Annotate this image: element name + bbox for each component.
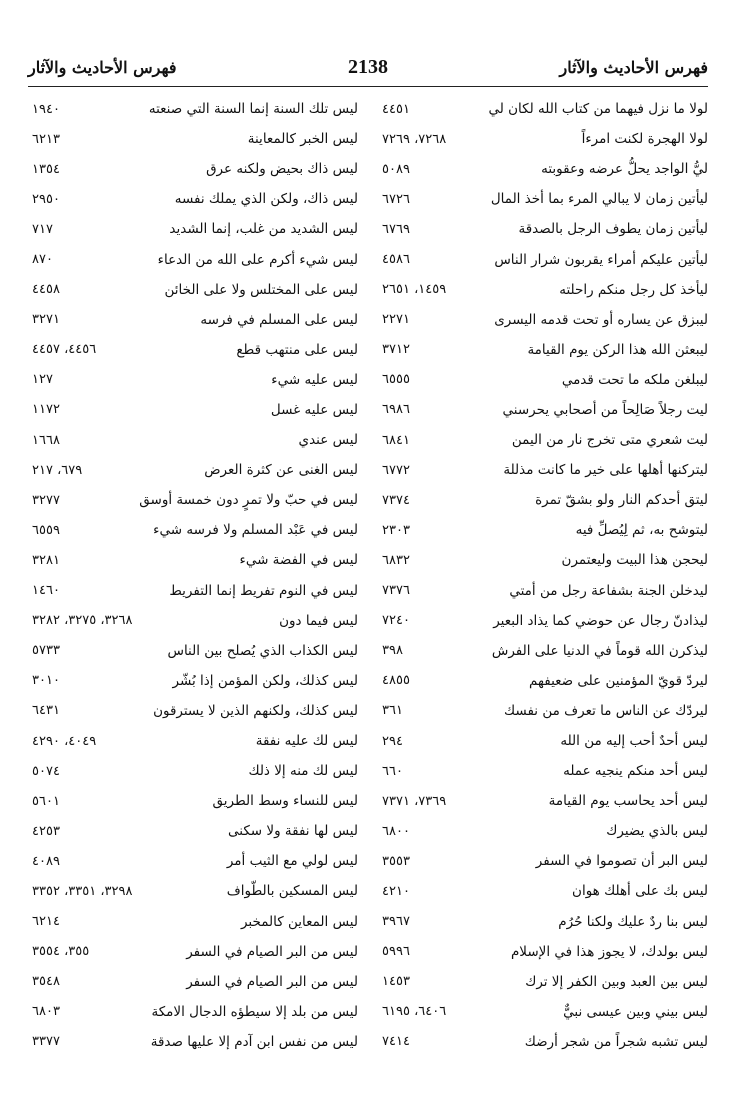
hadith-text: ليس من البر الصيام في السفر: [186, 943, 358, 960]
hadith-reference-number: ١١٧٢: [32, 402, 60, 418]
index-entry: [28, 997, 358, 1027]
hadith-reference-number: ٤٥٨٦: [382, 252, 410, 268]
hadith-reference-number: ٧٢٤٠: [382, 613, 410, 629]
hadith-text: ليس في النوم تفريط إنما التفريط: [169, 582, 358, 599]
hadith-reference-number: ٦٤٣١: [32, 703, 60, 719]
index-entry: [378, 365, 708, 395]
hadith-text: ليس بيني وبين عيسى نبيٌّ: [563, 1003, 708, 1020]
hadith-reference-number: ٥٦٠١: [32, 793, 60, 809]
hadith-reference-number: ٣٥٤٨: [32, 974, 60, 990]
hadith-text: ليس لك منه إلا ذلك: [248, 763, 358, 780]
hadith-reference-number: ٦٤٠٦، ٦١٩٥: [382, 1004, 447, 1020]
hadith-reference-number: ٢٢٧١: [382, 312, 410, 328]
hadith-reference-number: ٦٨٠٠: [382, 823, 410, 839]
index-entry: [378, 305, 708, 335]
index-entry: [28, 726, 358, 756]
hadith-text: ليبعثن الله هذا الركن يوم القيامة: [527, 341, 708, 358]
index-entry: [28, 214, 358, 244]
hadith-text: ليس من بلد إلا سيطؤه الدجال الامكة: [151, 1003, 358, 1020]
hadith-text: ليس الشديد من غلب، إنما الشديد: [169, 221, 358, 238]
index-entry: [28, 365, 358, 395]
hadith-reference-number: ٤٠٨٩: [32, 853, 60, 869]
index-entry: [28, 937, 358, 967]
hadith-text: ليس الكذاب الذي يُصلح بين الناس: [167, 642, 358, 659]
hadith-reference-number: ٣٩٦٧: [382, 914, 410, 930]
hadith-reference-number: ٤٤٥٦، ٤٤٥٧: [32, 342, 97, 358]
hadith-reference-number: ٦٧٩، ٢١٧: [32, 462, 83, 478]
hadith-reference-number: ٥٩٩٦: [382, 944, 410, 960]
index-entry: [28, 816, 358, 846]
hadith-reference-number: ٣٧١٢: [382, 342, 410, 358]
index-entry: [378, 485, 708, 515]
hadith-reference-number: ٢٩٥٠: [32, 191, 60, 207]
hadith-reference-number: ٣٦١: [382, 703, 403, 719]
index-entry: [28, 154, 358, 184]
hadith-text: ليردّ قويّ المؤمنين على ضعيفهم: [529, 672, 708, 689]
hadith-reference-number: ٧١٧: [32, 221, 53, 237]
index-entry: [28, 335, 358, 365]
right-index-column: [378, 94, 708, 1057]
hadith-text: ليس أحد يحاسب يوم القيامة: [548, 793, 708, 810]
header-divider: [28, 86, 708, 87]
hadith-text: ليذادنّ رجال عن حوضي كما يذاد البعير: [493, 612, 708, 629]
hadith-text: ليتق أحدكم النار ولو بشقّ تمرة: [535, 492, 708, 509]
hadith-text: ليس فيما دون: [279, 612, 358, 629]
hadith-text: ليس المعاين كالمخبر: [240, 913, 358, 930]
hadith-text: ليس من نفس ابن آدم إلا عليها صدقة: [150, 1033, 358, 1050]
index-entry: [378, 545, 708, 575]
hadith-reference-number: ٧٣٦٩، ٧٣٧١: [382, 793, 447, 809]
index-entry: [378, 455, 708, 485]
index-entry: [28, 425, 358, 455]
index-entry: [28, 275, 358, 305]
hadith-text: ليس شيء أكرم على الله من الدعاء: [157, 251, 358, 268]
hadith-text: ليس بك على أهلك هوان: [572, 883, 708, 900]
hadith-text: ليس الخبر كالمعاينة: [247, 131, 358, 148]
index-entry: [28, 184, 358, 214]
hadith-reference-number: ٤٠٤٩، ٤٢٩٠: [32, 733, 97, 749]
hadith-text: لولا ما نزل فيهما من كتاب الله لكان لي: [488, 101, 708, 118]
hadith-text: ليس البر أن تصوموا في السفر: [535, 853, 708, 870]
index-entry: [28, 244, 358, 274]
hadith-reference-number: ٣٩٨: [382, 643, 403, 659]
hadith-text: ليس أحدٌ أحب إليه من الله: [560, 733, 708, 750]
hadith-reference-number: ٣٥٥، ٣٥٥٤: [32, 944, 90, 960]
index-entry: [378, 666, 708, 696]
index-entry: [28, 666, 358, 696]
index-entry: [28, 756, 358, 786]
hadith-reference-number: ٦٢١٣: [32, 131, 60, 147]
hadith-text: ليأتين عليكم أمراء يقربون شرار الناس: [494, 251, 708, 268]
hadith-text: ليس في عَبْد المسلم ولا فرسه شيء: [153, 522, 358, 539]
hadith-text: ليُّ الواجد يحلُّ عرضه وعقوبته: [541, 161, 708, 178]
hadith-text: ليس على منتهب قطع: [236, 341, 358, 358]
hadith-text: لولا الهجرة لكنت امرءاً: [581, 131, 708, 148]
hadith-text: ليس ذاك، ولكن الذي يملك نفسه: [174, 191, 358, 208]
index-entry: [378, 696, 708, 726]
hadith-reference-number: ٣٠١٠: [32, 673, 60, 689]
hadith-text: ليس الغنى عن كثرة العرض: [204, 462, 358, 479]
hadith-text: ليس بين العبد وبين الكفر إلا ترك: [525, 973, 708, 990]
hadith-reference-number: ٦٩٨٦: [382, 402, 410, 418]
page-header: [28, 50, 708, 84]
hadith-text: ليت رجلاً صَالِحاً من أصحابي يحرسني: [502, 401, 708, 418]
hadith-text: ليس في الفضة شيء: [239, 552, 358, 569]
index-entry: [28, 876, 358, 906]
index-entry: [28, 606, 358, 636]
hadith-text: ليس عليه غسل: [270, 401, 358, 418]
hadith-reference-number: ٥٠٧٤: [32, 763, 60, 779]
page-number: 2138: [348, 55, 388, 78]
hadith-text: ليس تشبه شجراً من شجر أرضك: [524, 1033, 708, 1050]
index-entry: [378, 756, 708, 786]
index-entry: [28, 786, 358, 816]
hadith-text: ليس لولي مع الثيب أمر: [226, 853, 358, 870]
hadith-reference-number: ٦٨٤١: [382, 432, 410, 448]
index-entry: [378, 907, 708, 937]
index-entry: [378, 726, 708, 756]
hadith-reference-number: ٥٠٨٩: [382, 161, 410, 177]
index-entry: [28, 907, 358, 937]
hadith-reference-number: ٤٨٥٥: [382, 673, 410, 689]
index-entry: [378, 846, 708, 876]
left-index-column: [28, 94, 358, 1057]
hadith-reference-number: ١٩٤٠: [32, 101, 60, 117]
index-entry: [378, 515, 708, 545]
hadith-text: ليس عليه شيء: [271, 371, 358, 388]
hadith-text: ليدخلن الجنة بشفاعة رجل من أمتي: [509, 582, 708, 599]
hadith-text: ليتركنها أهلها على خير ما كانت مذللة: [503, 462, 708, 479]
hadith-reference-number: ١٣٥٤: [32, 161, 60, 177]
hadith-text: ليس على المسلم في فرسه: [200, 311, 358, 328]
hadith-reference-number: ٦٧٢٦: [382, 191, 410, 207]
hadith-text: ليأخذ كل رجل منكم راحلته: [559, 281, 708, 298]
index-entry: [378, 124, 708, 154]
hadith-reference-number: ٢٣٠٣: [382, 522, 410, 538]
index-entry: [28, 846, 358, 876]
hadith-reference-number: ٦٧٦٩: [382, 221, 410, 237]
running-title-right: فهرس الأحاديث والآثار: [559, 57, 708, 77]
hadith-reference-number: ٧٤١٤: [382, 1034, 410, 1050]
index-entry: [28, 576, 358, 606]
hadith-text: ليس ذاك بحيض ولكنه عرق: [206, 161, 358, 178]
hadith-text: ليتوشح به، ثم لِيُصلِّ فيه: [575, 522, 708, 539]
hadith-text: ليذكرن الله قوماً في الدنيا على الفرش: [491, 642, 708, 659]
hadith-text: ليس عندي: [298, 432, 358, 449]
hadith-text: ليس تلك السنة إنما السنة التي صنعته: [148, 101, 358, 118]
index-entry: [28, 636, 358, 666]
index-entry: [378, 876, 708, 906]
hadith-reference-number: ٦٥٥٩: [32, 522, 60, 538]
hadith-text: ليس بالذي يضيرك: [606, 823, 708, 840]
index-entry: [378, 154, 708, 184]
hadith-reference-number: ١٢٧: [32, 372, 53, 388]
index-entry: [378, 997, 708, 1027]
hadith-reference-number: ٢٩٤: [382, 733, 403, 749]
hadith-reference-number: ٦٧٧٢: [382, 462, 410, 478]
hadith-text: ليس لها نفقة ولا سكنى: [228, 823, 358, 840]
hadith-reference-number: ٧٢٦٨، ٧٢٦٩: [382, 131, 447, 147]
index-entry: [378, 1027, 708, 1057]
hadith-reference-number: ١٤٥٣: [382, 974, 410, 990]
index-entry: [378, 636, 708, 666]
hadith-text: ليس كذلك، ولكن المؤمن إذا بُشّر: [172, 672, 358, 689]
index-entry: [28, 94, 358, 124]
index-entry: [28, 305, 358, 335]
hadith-reference-number: ٤٤٥١: [382, 101, 410, 117]
index-entry: [378, 335, 708, 365]
index-entry: [28, 967, 358, 997]
running-title-left: فهرس الأحاديث والآثار: [28, 57, 177, 77]
hadith-reference-number: ٣٢٩٨، ٣٣٥١، ٣٣٥٢: [32, 883, 133, 899]
index-entry: [378, 425, 708, 455]
hadith-text: ليس بنا ردٌ عليك ولكنا حُرُم: [558, 913, 708, 930]
hadith-reference-number: ١٤٥٩، ٢٦٥١: [382, 282, 447, 298]
hadith-reference-number: ١٤٦٠: [32, 583, 60, 599]
hadith-text: ليس على المختلس ولا على الخائن: [164, 281, 358, 298]
hadith-reference-number: ٨٧٠: [32, 252, 53, 268]
hadith-reference-number: ٧٣٧٤: [382, 492, 410, 508]
index-entry: [28, 395, 358, 425]
index-entry: [378, 275, 708, 305]
hadith-reference-number: ٣٢٦٨، ٣٢٧٥، ٣٢٨٢: [32, 613, 133, 629]
hadith-text: ليحجن هذا البيت وليعتمرن: [561, 552, 708, 569]
hadith-text: ليس لك عليه نفقة: [255, 733, 358, 750]
index-entry: [378, 214, 708, 244]
hadith-text: ليس المسكين بالطّواف: [226, 883, 358, 900]
index-entry: [378, 94, 708, 124]
index-entry: [28, 1027, 358, 1057]
hadith-text: ليأتين زمان يطوف الرجل بالصدقة: [518, 221, 708, 238]
hadith-text: ليس أحد منكم ينجيه عمله: [563, 763, 708, 780]
hadith-reference-number: ٣٥٥٣: [382, 853, 410, 869]
hadith-reference-number: ٦٨٠٣: [32, 1004, 60, 1020]
hadith-text: ليأتين زمان لا يبالي المرء بما أخذ المال: [490, 191, 708, 208]
hadith-reference-number: ٦٢١٤: [32, 914, 60, 930]
hadith-reference-number: ٣٣٧٧: [32, 1034, 60, 1050]
hadith-text: ليبزق عن يساره أو تحت قدمه اليسرى: [494, 311, 708, 328]
index-entry: [378, 244, 708, 274]
index-entry: [378, 184, 708, 214]
index-entry: [378, 606, 708, 636]
hadith-text: ليبلغن ملكه ما تحت قدمي: [561, 371, 708, 388]
index-entry: [28, 485, 358, 515]
index-entry: [28, 515, 358, 545]
index-entry: [378, 576, 708, 606]
hadith-reference-number: ٦٨٣٢: [382, 552, 410, 568]
index-entry: [378, 786, 708, 816]
hadith-reference-number: ٥٧٣٣: [32, 643, 60, 659]
index-entry: [28, 545, 358, 575]
hadith-reference-number: ٣٢٨١: [32, 552, 60, 568]
hadith-reference-number: ٣٢٧٧: [32, 492, 60, 508]
index-entry: [28, 124, 358, 154]
hadith-reference-number: ١٦٦٨: [32, 432, 60, 448]
hadith-reference-number: ٣٢٧١: [32, 312, 60, 328]
index-entry: [28, 696, 358, 726]
index-entry: [378, 816, 708, 846]
hadith-reference-number: ٦٥٥٥: [382, 372, 410, 388]
hadith-text: ليس كذلك، ولكنهم الذين لا يسترقون: [153, 702, 358, 719]
hadith-reference-number: ٤٢١٠: [382, 883, 410, 899]
hadith-text: ليس في حبّ ولا تمرٍ دون خمسة أوسق: [139, 492, 358, 509]
hadith-text: ليس من البر الصيام في السفر: [186, 973, 358, 990]
index-entry: [28, 455, 358, 485]
hadith-text: ليردّك عن الناس ما تعرف من نفسك: [504, 702, 708, 719]
hadith-reference-number: ٧٣٧٦: [382, 583, 410, 599]
hadith-reference-number: ٤٢٥٣: [32, 823, 60, 839]
hadith-reference-number: ٤٤٥٨: [32, 282, 60, 298]
index-entry: [378, 395, 708, 425]
index-entry: [378, 937, 708, 967]
hadith-text: ليس للنساء وسط الطريق: [212, 793, 358, 810]
hadith-reference-number: ٦٦٠: [382, 763, 403, 779]
hadith-text: ليس بولدك، لا يجوز هذا في الإسلام: [510, 943, 708, 960]
hadith-text: ليت شعري متى تخرج نار من اليمن: [511, 432, 708, 449]
index-entry: [378, 967, 708, 997]
